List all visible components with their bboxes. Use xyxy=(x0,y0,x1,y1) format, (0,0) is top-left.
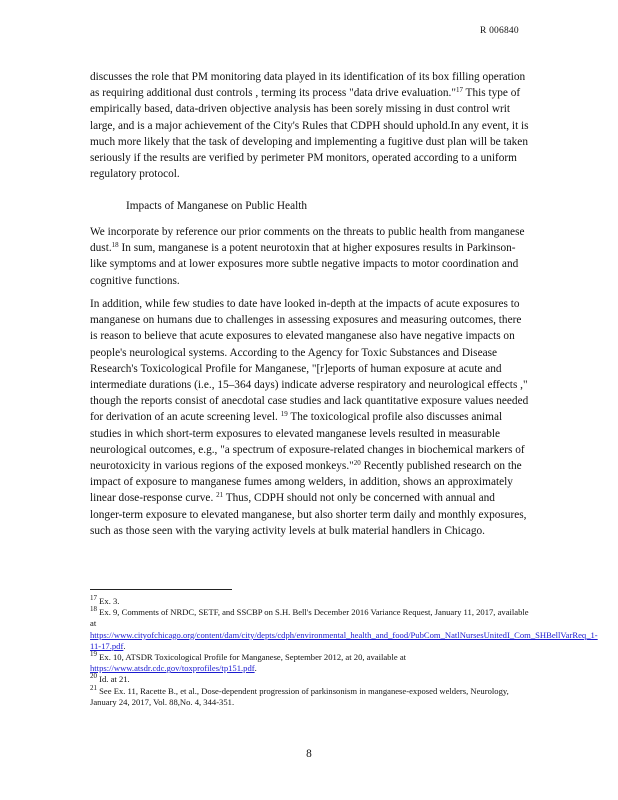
footnote-number: 17 xyxy=(90,594,97,602)
footnote-text: Ex. 9, Comments of NRDC, SETF, and SSCBP on S.H. Bell's December 2016 Variance Request, January 11, 2017, available at xyxy=(90,607,529,629)
bates-number: R 006840 xyxy=(480,26,519,36)
body-paragraph-3 xyxy=(90,296,530,539)
footnote-18 xyxy=(90,605,598,652)
paragraph-text: Recently published research on the impact of exposure to manganese fumes among welders, in addition, shows an approximately linear dose-response curve. xyxy=(90,460,522,505)
body-paragraph-1 xyxy=(90,69,530,182)
footnote-link[interactable]: https://www.atsdr.cdc.gov/toxprofiles/tp151.pdf xyxy=(90,663,255,674)
paragraph-text: This type of empirically based, data-driven objective analysis has been sorely missing in dust control writ large, and is a major achievement of the City's Rules that CDPH should uphold.In any event, it is much more likely that the task of developing and implementing a fugitive dust plan will be taken seriously if the results are verified by perimeter PM monitors, operated according to a uniform regulatory protocol. xyxy=(90,87,529,181)
footnote-20 xyxy=(90,674,530,685)
footnote-number: 21 xyxy=(90,683,97,692)
footnote-19 xyxy=(90,652,530,674)
footnote-ref-21[interactable]: 21 xyxy=(216,491,224,500)
paragraph-text: In addition, while few studies to date have looked in-depth at the impacts of acute exposures to manganese on humans due to challenges in assessing exposures and measuring outcomes, there is reason to believe that acute exposures to elevated manganese also have negative impacts on people's neurological systems. According to the Agency for Toxic Substances and Disease Research's Toxicological Profile for Manganese, "[r]eports of human exposure at acute and intermediate durations (i.e., 15–364 days) indicate adverse respiratory and neurological effects ," though the reports consist of anecdotal case studies and lack quantitative exposure values needed for derivation of an acute screening level. xyxy=(90,298,529,424)
paragraph-text: In sum, manganese is a potent neurotoxin that at higher exposures results in Parkinson-like symptoms and at lower exposures more subtle negative impacts to motor coordination and cognitive functions. xyxy=(90,242,519,287)
paragraph-text: Thus, CDPH should not only be concerned with annual and longer-term exposure to elevated manganese, but also shorter term daily and monthly exposures, such as those seen with the varying activity levels at bulk material handlers in Chicago. xyxy=(90,492,527,537)
footnote-text: . xyxy=(123,640,126,651)
footnote-17 xyxy=(90,596,530,607)
footnote-link[interactable]: https://www.cityofchicago.org/content/dam/city/depts/cdph/environmental_health_and_food/PubCom_NatlNursesUnitedI_Com_SHBellVarReq_1-11-17.pdf xyxy=(90,629,598,651)
footnote-text: Ex. 10, ATSDR Toxicological Profile for Manganese, September 2012, at 20, available at xyxy=(97,652,407,663)
paragraph-text: We incorporate by reference our prior comments on the threats to public health from manganese dust. xyxy=(90,226,525,255)
footnote-ref-19[interactable]: 19 xyxy=(280,410,288,419)
paragraph-text: The toxicological profile also discusses animal studies in which short-term exposures to elevated manganese levels resulted in measurable neurological outcomes, e.g., "a spectrum of exposure-related changes in biochemical markers of neurotoxicity in various regions of the exposed monkeys." xyxy=(90,411,525,473)
footnote-number: 19 xyxy=(90,650,97,659)
footnote-text: See Ex. 11, Racette B., et al., Dose-dependent progression of parkinsonism in manganese-exposed welders, Neurology, January 24, 2017, Vol. 88,No. 4, 344-351. xyxy=(90,685,509,707)
footnote-separator xyxy=(90,589,232,590)
footnote-ref-18[interactable]: 18 xyxy=(111,241,119,250)
footnote-text: Id. at 21. xyxy=(97,674,130,685)
footnote-number: 20 xyxy=(90,672,97,681)
footnote-21 xyxy=(90,683,530,708)
footnote-text: . xyxy=(254,663,257,674)
footnote-text: Ex. 3. xyxy=(97,596,120,606)
footnote-ref-17[interactable]: 17 xyxy=(455,86,463,95)
section-heading: Impacts of Manganese on Public Health xyxy=(126,200,308,212)
footnote-ref-20[interactable]: 20 xyxy=(353,459,361,468)
page-number: 8 xyxy=(306,748,312,760)
footnotes xyxy=(90,594,598,708)
footnote-number: 18 xyxy=(90,605,97,614)
paragraph-text: discusses the role that PM monitoring data played in its identification of its box filling operation as requiring additional dust controls , terming its process "data drive evaluation." xyxy=(90,71,526,100)
body-paragraph-2 xyxy=(90,224,530,289)
